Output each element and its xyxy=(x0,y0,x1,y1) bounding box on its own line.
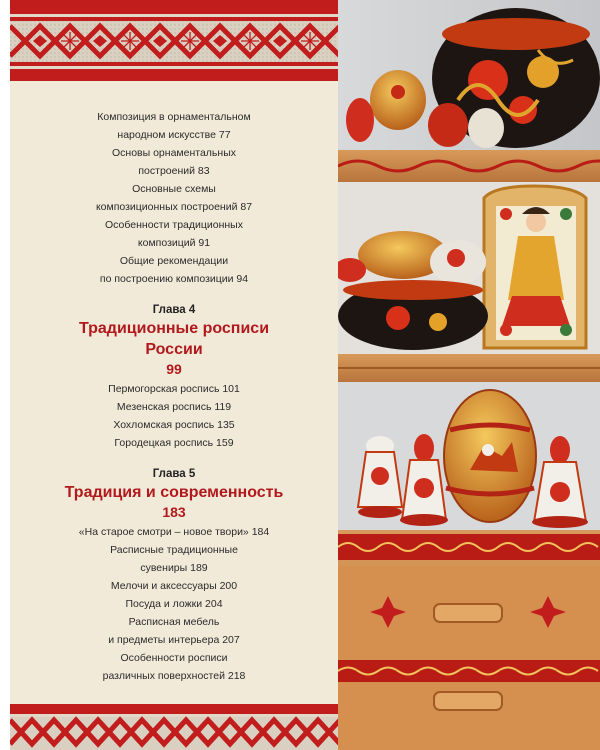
toc-entry[interactable]: по построению композиции 94 xyxy=(99,273,249,285)
toc-entry[interactable]: Городецкая роспись 159 xyxy=(114,437,234,449)
toc-entry[interactable]: Расписные традиционные xyxy=(110,544,238,556)
painted-chest-icon xyxy=(338,530,600,750)
chapter-5-title[interactable]: Традиция и современность xyxy=(64,484,284,501)
folk-art-photo xyxy=(338,0,600,750)
toc-entry[interactable]: Мелочи и аксессуары 200 xyxy=(110,580,238,592)
toc-entry[interactable]: Особенности росписи xyxy=(120,652,228,664)
chapter-4-title[interactable]: Традиционные росписи xyxy=(78,320,270,337)
embroidery-border-top xyxy=(10,0,338,88)
toc-entry[interactable]: Расписная мебель xyxy=(128,616,220,628)
chapter-4-title-cont[interactable]: России xyxy=(145,341,203,358)
toc-entry[interactable]: и предметы интерьера 207 xyxy=(108,634,240,646)
toc-entry[interactable]: «На старое смотри – новое твори» 184 xyxy=(78,526,270,538)
chapter-4-label: Глава 4 xyxy=(152,304,196,316)
toc-entry[interactable]: Посуда и ложки 204 xyxy=(125,598,223,610)
toc-entry[interactable]: Особенности традиционных xyxy=(105,219,243,231)
toc-entry[interactable]: народном искусстве 77 xyxy=(117,129,231,141)
toc-entry[interactable]: композиций 91 xyxy=(137,237,211,249)
chapter-5-page: 183 xyxy=(162,504,186,520)
toc-entry[interactable]: Общие рекомендации xyxy=(119,255,229,267)
contents-page xyxy=(10,0,338,750)
painted-board-icon xyxy=(484,186,586,348)
toc-entry[interactable]: Основные схемы xyxy=(132,183,216,195)
table-of-contents xyxy=(10,108,338,685)
toc-entry[interactable]: Основы орнаментальных xyxy=(112,147,236,159)
toc-entry[interactable]: композиционных построений 87 xyxy=(95,201,253,213)
chapter-4-page: 99 xyxy=(166,361,182,377)
chapter-5-label: Глава 5 xyxy=(152,468,196,480)
embroidery-border-bottom xyxy=(10,704,338,750)
toc-entry[interactable]: различных поверхностей 218 xyxy=(102,670,246,682)
toc-entry[interactable]: Хохломская роспись 135 xyxy=(113,419,235,431)
toc-entry[interactable]: Мезенская роспись 119 xyxy=(116,401,232,413)
toc-entry[interactable]: Композиция в орнаментальном xyxy=(97,111,251,123)
toc-entry[interactable]: сувениры 189 xyxy=(140,562,208,574)
toc-entry[interactable]: построений 83 xyxy=(138,165,210,177)
toc-entry[interactable]: Пермогорская роспись 101 xyxy=(108,383,240,395)
